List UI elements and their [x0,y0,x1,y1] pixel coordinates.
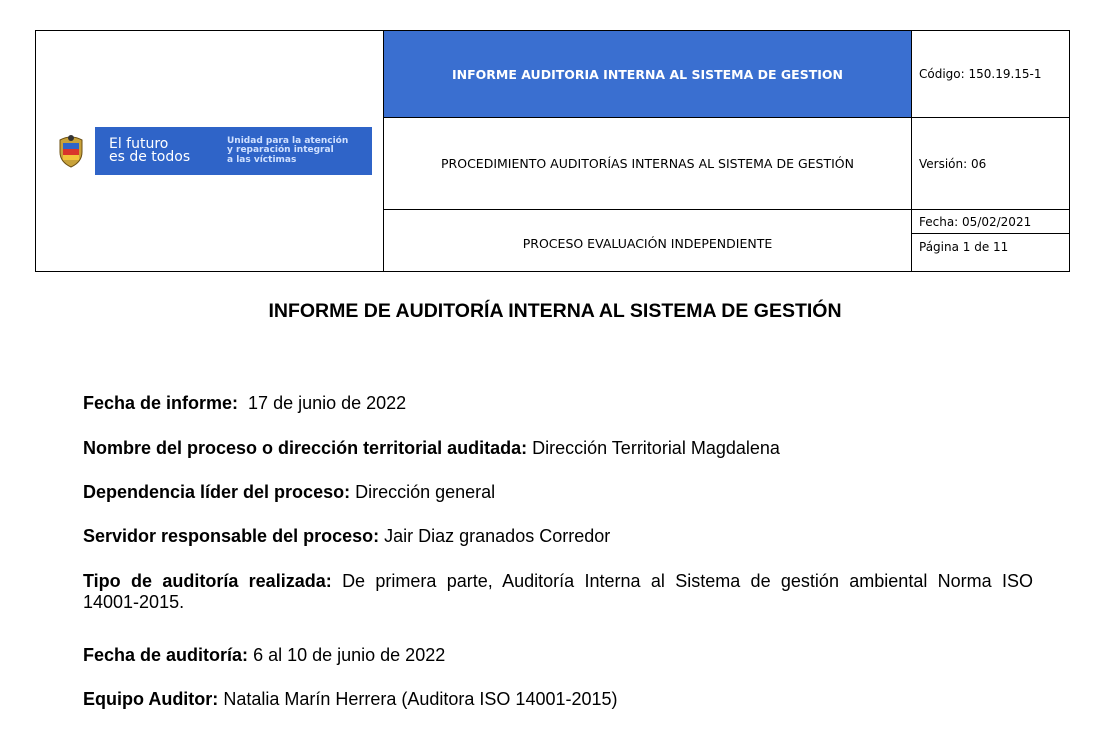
field-report-date [83,393,1033,414]
unit-line-1: Unidad para la atención [227,135,349,146]
slogan-line-1: El futuro [109,136,169,152]
field-label: Tipo de auditoría realizada: [83,571,332,591]
field-label: Fecha de auditoría: [83,645,249,665]
slogan-line-2: es de todos [109,149,191,165]
field-value: 6 al 10 de junio de 2022 [253,645,446,665]
field-audit-type [83,571,1033,613]
field-value: 17 de junio de 2022 [248,393,407,413]
header-process-cell: PROCESO EVALUACIÓN INDEPENDIENTE [522,236,773,251]
field-value: Dirección general [355,482,496,502]
document-code: Código: 150.19.15-1 [912,31,1069,118]
field-audit-team [83,689,1033,710]
field-responsible [83,526,1033,547]
header-middle-column [384,31,912,271]
logo-banner [95,127,372,175]
document-version: Versión: 06 [912,118,1069,210]
entity-logo [47,127,372,175]
field-label: Fecha de informe: [83,393,239,413]
field-value: Jair Diaz granados Corredor [384,526,611,546]
field-process-name [83,438,1033,459]
field-label: Dependencia líder del proceso: [83,482,351,502]
header-procedure-cell: PROCEDIMIENTO AUDITORÍAS INTERNAS AL SISTEMA DE GESTIÓN [384,118,911,210]
document-date: Fecha: 05/02/2021 [912,210,1069,234]
logo-unit-name [213,137,348,166]
unit-line-3: a las víctimas [227,154,297,165]
header-title-cell: INFORME AUDITORIA INTERNA AL SISTEMA DE GESTION [384,31,911,118]
header-right-column [912,31,1069,271]
document-header-table [35,30,1070,272]
field-value: Dirección Territorial Magdalena [532,438,780,458]
field-lead-unit [83,482,1033,503]
logo-slogan [95,138,213,164]
field-label: Equipo Auditor: [83,689,219,709]
page-number: Página 1 de 11 [919,240,1009,254]
logo-cell [36,31,384,271]
field-label: Servidor responsable del proceso: [83,526,380,546]
field-value: De primera parte, Auditoría Interna al Sistema de gestión ambiental Norma ISO 14001-2015. [83,571,1034,612]
document-title: INFORME DE AUDITORÍA INTERNA AL SISTEMA DE GESTIÓN [268,300,842,322]
field-audit-date [83,645,1033,666]
field-value: Natalia Marín Herrera (Auditora ISO 14001-2015) [223,689,618,709]
field-label: Nombre del proceso o dirección territorial auditada: [83,438,528,458]
unit-line-2: y reparación integral [227,145,334,156]
coat-of-arms-icon [47,127,95,175]
